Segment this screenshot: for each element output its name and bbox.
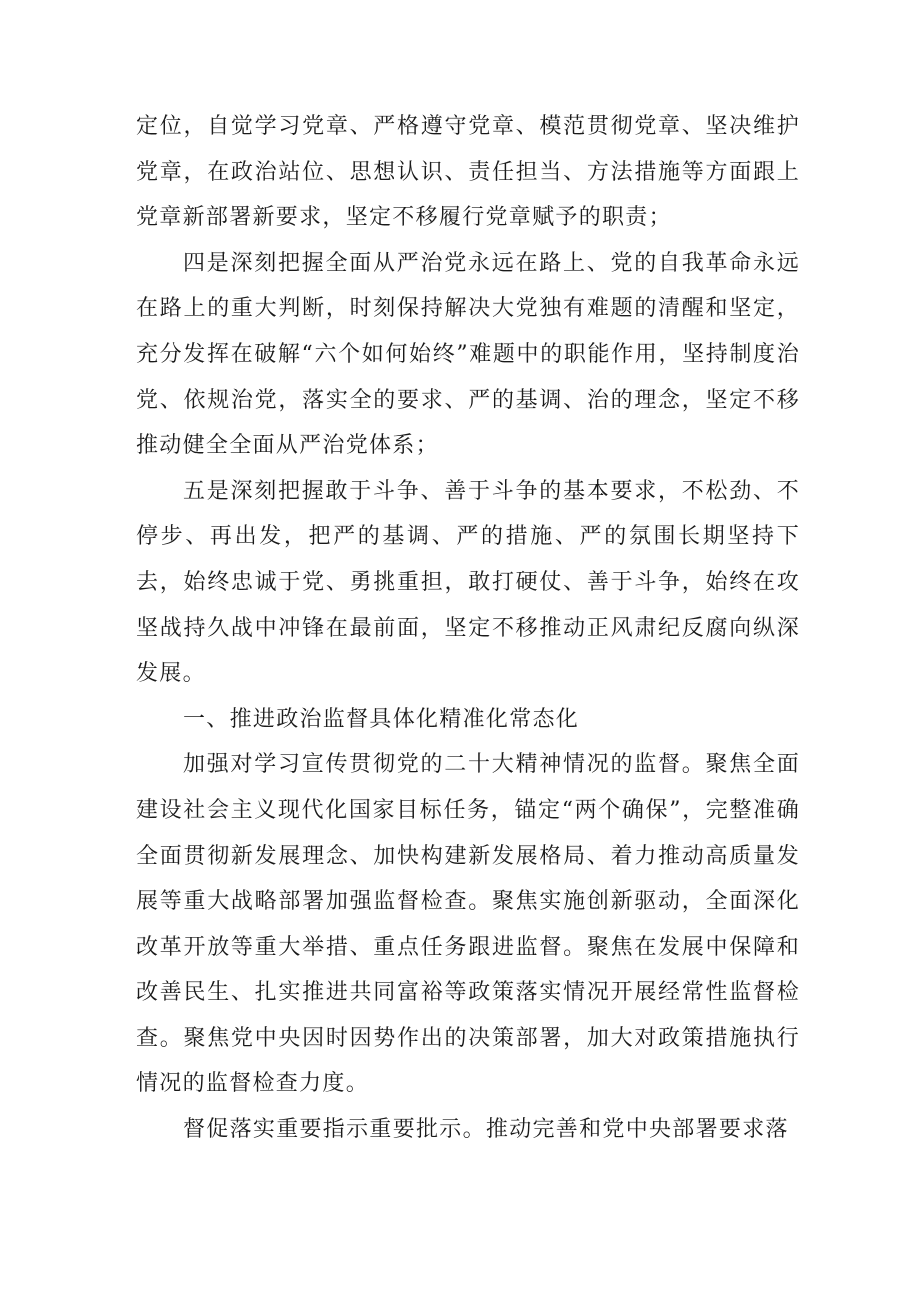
paragraph-party-constitution: 定位，自觉学习党章、严格遵守党章、模范贯彻党章、坚决维护党章，在政治站位、思想认识、责任担当、方法措施等方面跟上党章新部署新要求，坚定不移履行党章赋予的职责； xyxy=(136,114,800,231)
section-heading-political-supervision: 一、推进政治监督具体化精准化常态化 xyxy=(183,706,580,732)
paragraph-point-four: 四是深刻把握全面从严治党永远在路上、党的自我革命永远在路上的重大判断，时刻保持解决大党独有难题的清醒和坚定，充分发挥在破解“六个如何始终”难题中的职能作用，坚持制度治党、依规治党，落实全的要求、严的基调、治的理念，坚定不移推动健全全面从严治党体系； xyxy=(136,250,800,459)
document-body xyxy=(136,104,800,1153)
paragraph-point-five: 五是深刻把握敢于斗争、善于斗争的基本要求，不松劲、不停步、再出发，把严的基调、严的措施、严的氛围长期坚持下去，始终忠诚于党、勇挑重担，敢打硬仗、善于斗争，始终在攻坚战持久战中冲锋在最前面，坚定不移推动正风肃纪反腐向纵深发展。 xyxy=(136,478,800,687)
paragraph-supervision-twentieth-congress: 加强对学习宣传贯彻党的二十大精神情况的监督。聚焦全面建设社会主义现代化国家目标任务，锚定“两个确保”，完整准确全面贯彻新发展理念、加快构建新发展格局、着力推动高质量发展等重大战略部署加强监督检查。聚焦实施创新驱动，全面深化改革开放等重大举措、重点任务跟进监督。聚焦在发展中保障和改善民生、扎实推进共同富裕等政策落实情况开展经常性监督检查。聚焦党中央因时因势作出的决策部署，加大对政策措施执行情况的监督检查力度。 xyxy=(136,752,800,1097)
paragraph-important-instructions: 督促落实重要指示重要批示。推动完善和党中央部署要求落 xyxy=(183,1117,789,1143)
